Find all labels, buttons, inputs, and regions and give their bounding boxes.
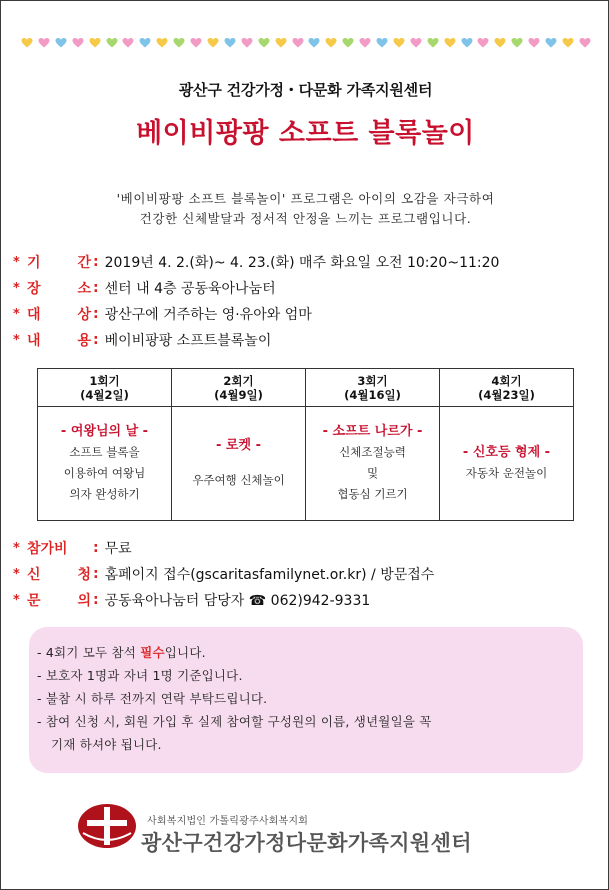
bullet-icon: * (13, 306, 20, 322)
notice-line: 기재 하셔야 됩니다. (51, 737, 162, 752)
notice-line: - 불참 시 하루 전까지 연락 부탁드립니다. (37, 691, 268, 706)
heart-icon (207, 37, 219, 49)
info-label: 대 상 (27, 307, 91, 323)
info-value: 공동육아나눔터 담당자 ☎ 062)942-9331 (104, 593, 371, 609)
intro-line: '베이비팡팡 소프트 블록놀이' 프로그램은 아이의 오감을 자극하여 (116, 191, 495, 206)
heart-icon (427, 37, 439, 49)
info-row-target: * 대 상 : 광산구에 거주하는 영·유아와 엄마 (13, 306, 312, 323)
table-header-cell: 1회기 (4월2일) (38, 369, 172, 407)
bullet-icon: * (13, 592, 20, 608)
heart-icon (72, 37, 84, 49)
session-title: - 여왕님의 날 - (60, 424, 149, 439)
info-row-period: * 기 간 : 2019년 4. 2.(화)~ 4. 23.(화) 매주 화요일 오전 10:20~11:20 (13, 254, 500, 271)
heart-icon (461, 37, 473, 49)
table-header-cell: 2회기 (4월9일) (172, 369, 306, 407)
heart-icon (173, 37, 185, 49)
heart-icon (477, 37, 489, 49)
intro-line: 건강한 신체발달과 정서적 안정을 느끼는 프로그램입니다. (139, 211, 472, 226)
org-title: 광산구 건강가정・다문화 가족지원센터 (178, 81, 433, 99)
info-value: 2019년 4. 2.(화)~ 4. 23.(화) 매주 화요일 오전 10:20~11:20 (104, 255, 500, 271)
info-list (13, 249, 603, 353)
heart-icon (393, 37, 405, 49)
bullet-icon: * (13, 254, 20, 270)
info-label: 장 소 (27, 281, 91, 297)
info-value: 무료 (104, 541, 132, 557)
info-label: 내 용 (27, 333, 91, 349)
phone-icon: ☎ (248, 593, 267, 609)
bullet-icon: * (13, 332, 20, 348)
notice-line: - 4회기 모두 참석 필수입니다. (37, 645, 206, 660)
heart-icon (122, 37, 134, 49)
heart-icon (325, 37, 337, 49)
heart-icon (106, 37, 118, 49)
heart-icon (494, 37, 506, 49)
heart-icon (21, 37, 33, 49)
heart-icon (579, 37, 591, 49)
heart-icon (562, 37, 574, 49)
heart-icon (241, 37, 253, 49)
info-label: 기 간 (27, 255, 91, 271)
notice-line: - 참여 신청 시, 회원 가입 후 실제 참여할 구성원의 이름, 생년월일을 꼭 (37, 714, 432, 729)
heart-icon (359, 37, 371, 49)
heart-icon (275, 37, 287, 49)
info-label: 문 의 (27, 593, 91, 609)
heart-border (21, 37, 591, 53)
info-value: 센터 내 4층 공동육아나눔터 (104, 281, 276, 297)
footer-subtitle: 사회복지법인 가톨릭광주사회복지회 (147, 816, 309, 827)
heart-icon (190, 37, 202, 49)
heart-icon (342, 37, 354, 49)
heart-icon (292, 37, 304, 49)
info-value: 베이비팡팡 소프트블록놀이 (104, 333, 272, 349)
info-value: 광산구에 거주하는 영·유아와 엄마 (104, 307, 312, 323)
session-title: - 신호등 형제 - (462, 445, 551, 460)
info-label: 신 청 (27, 567, 91, 583)
table-header-cell: 3회기 (4월16일) (306, 369, 440, 407)
session-cell: - 로켓 - 우주여행 신체놀이 (172, 407, 306, 521)
table-header-cell: 4회기 (4월23일) (440, 369, 574, 407)
intro-text (1, 189, 609, 229)
heart-icon (139, 37, 151, 49)
notice-line: - 보호자 1명과 자녀 1명 기준입니다. (37, 668, 243, 683)
notice-box (29, 627, 583, 773)
heart-icon (89, 37, 101, 49)
heart-icon (545, 37, 557, 49)
info-row-content: * 내 용 : 베이비팡팡 소프트블록놀이 (13, 332, 272, 349)
bullet-icon: * (13, 566, 20, 582)
info-row-fee: * 참가비 : 무료 (13, 540, 132, 557)
info-label: 참가비 (27, 541, 68, 557)
caritas-cross-logo-icon (77, 803, 137, 849)
session-title: - 로켓 - (216, 438, 261, 453)
session-cell: - 소프트 나르가 - 신체조절능력 및 협동심 기르기 (306, 407, 440, 521)
heart-icon (308, 37, 320, 49)
footer-center-name: 광산구건강가정다문화가족지원센터 (141, 831, 472, 855)
heart-icon (55, 37, 67, 49)
heart-icon (376, 37, 388, 49)
heart-icon (444, 37, 456, 49)
session-title: - 소프트 나르가 - (322, 424, 423, 439)
heart-icon (258, 37, 270, 49)
table-row (38, 407, 574, 521)
schedule-table (37, 368, 574, 521)
phone-number: 062)942-9331 (270, 593, 371, 609)
heart-icon (511, 37, 523, 49)
extra-info-list (13, 535, 603, 613)
heart-icon (38, 37, 50, 49)
info-value: 홈페이지 접수(gscaritasfamilynet.or.kr) / 방문접수 (104, 567, 435, 583)
session-cell: - 신호등 형제 - 자동차 운전놀이 (440, 407, 574, 521)
heart-icon (224, 37, 236, 49)
session-cell: - 여왕님의 날 - 소프트 블록을 이용하여 여왕님 의자 완성하기 (38, 407, 172, 521)
heart-icon (156, 37, 168, 49)
bullet-icon: * (13, 280, 20, 296)
bullet-icon: * (13, 540, 20, 556)
heart-icon (528, 37, 540, 49)
info-row-apply: * 신 청 : 홈페이지 접수(gscaritasfamilynet.or.kr) / 방문접수 (13, 566, 435, 583)
table-header-row (38, 369, 574, 407)
heart-icon (410, 37, 422, 49)
page-title: 베이비팡팡 소프트 블록놀이 (136, 118, 475, 149)
info-row-place: * 장 소 : 센터 내 4층 공동육아나눔터 (13, 280, 276, 297)
info-row-contact: * 문 의 : 공동육아나눔터 담당자 ☎ 062)942-9331 (13, 592, 371, 609)
